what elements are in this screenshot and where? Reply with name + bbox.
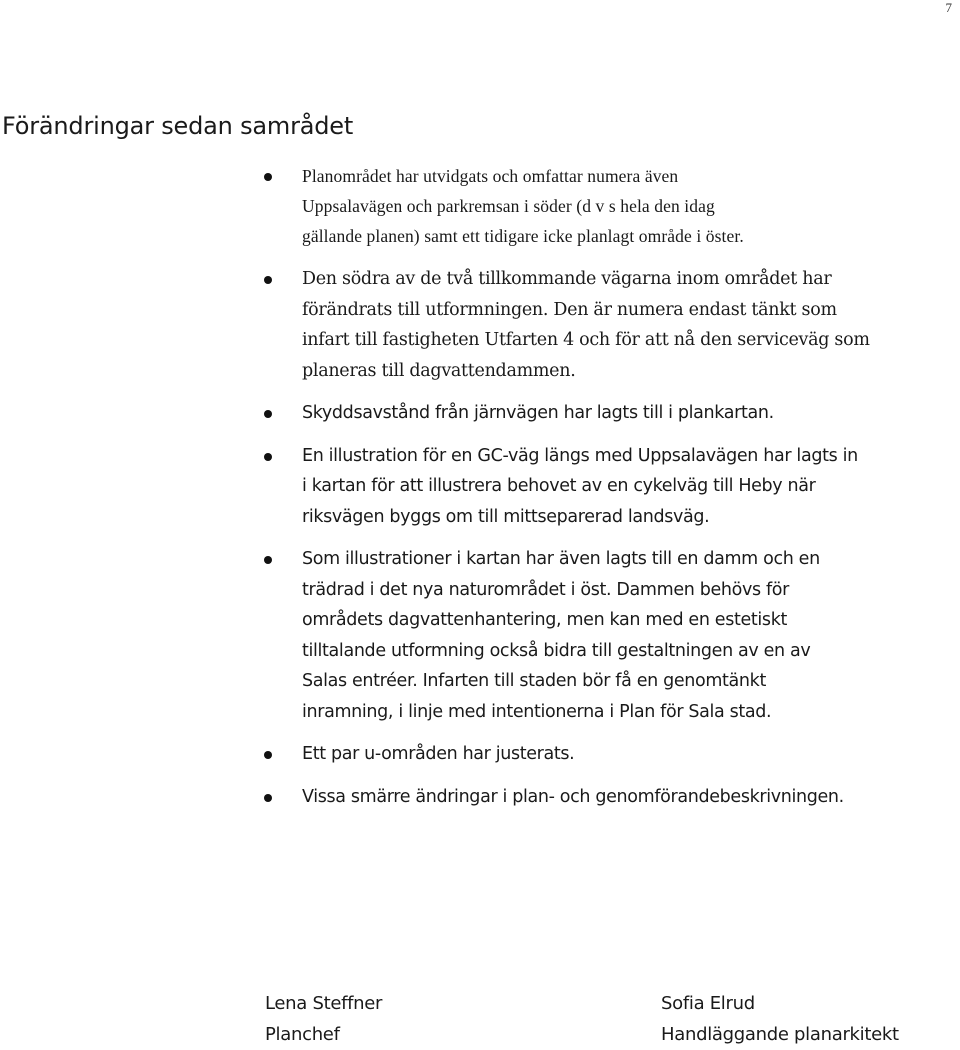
bullet-icon xyxy=(264,751,272,759)
signatory-title: Planchef xyxy=(265,1024,340,1045)
list-item-text: Ett par u-områden har justerats. xyxy=(302,744,575,764)
bullet-icon xyxy=(264,794,272,802)
changes-list xyxy=(0,161,960,824)
bullet-icon xyxy=(264,276,272,284)
list-item xyxy=(0,544,960,727)
list-item-text: Som illustrationer i kartan har även lagts till en damm och en trädrad i det nya naturområdet i öst. Dammen behövs för områdets dagvattenhantering, men kan med en estetiskt tilltalande utformning också bidra till gestaltningen av en av Salas entréer. Infarten till staden bör få en genomtänkt inramning, i linje med intentionerna i Plan för Sala stad. xyxy=(302,549,820,722)
bullet-icon xyxy=(264,453,272,461)
bullet-icon xyxy=(264,173,272,181)
signatory-name: Sofia Elrud xyxy=(661,993,755,1014)
list-item xyxy=(0,398,960,429)
list-item-text: Skyddsavstånd från järnvägen har lagts till i plankartan. xyxy=(302,403,774,423)
list-item-text: En illustration för en GC-väg längs med Uppsalavägen har lagts in i kartan för att illustrera behovet av en cykelväg till Heby när riksvägen byggs om till mittseparerad landsväg. xyxy=(302,445,858,527)
signature-block-left xyxy=(265,988,382,1050)
signatory-name: Lena Steffner xyxy=(265,993,383,1014)
list-item-text: Den södra av de två tillkommande vägarna inom området har förändrats till utformningen. Den är numera endast tänkt som infart till fastigheten Utfarten 4 och för att nå den serviceväg som planeras till dagvattendammen. xyxy=(302,269,870,381)
list-item xyxy=(0,441,960,533)
signature-block-right xyxy=(661,988,899,1050)
list-item-text: Vissa smärre ändringar i plan- och genomförandebeskrivningen. xyxy=(302,786,844,807)
list-item xyxy=(0,161,960,251)
page-number: 7 xyxy=(945,0,952,15)
section-heading: Förändringar sedan samrådet xyxy=(2,112,354,140)
list-item xyxy=(0,782,960,813)
list-item xyxy=(0,739,960,770)
bullet-icon xyxy=(264,556,272,564)
list-item-text: Planområdet har utvidgats och omfattar numera även Uppsalavägen och parkremsan i söder (d v s hela den idag gällande planen) samt ett tidigare icke planlagt område i öster. xyxy=(302,166,744,246)
list-item xyxy=(0,264,960,386)
signatory-title: Handläggande planarkitekt xyxy=(661,1024,899,1045)
bullet-icon xyxy=(264,410,272,418)
